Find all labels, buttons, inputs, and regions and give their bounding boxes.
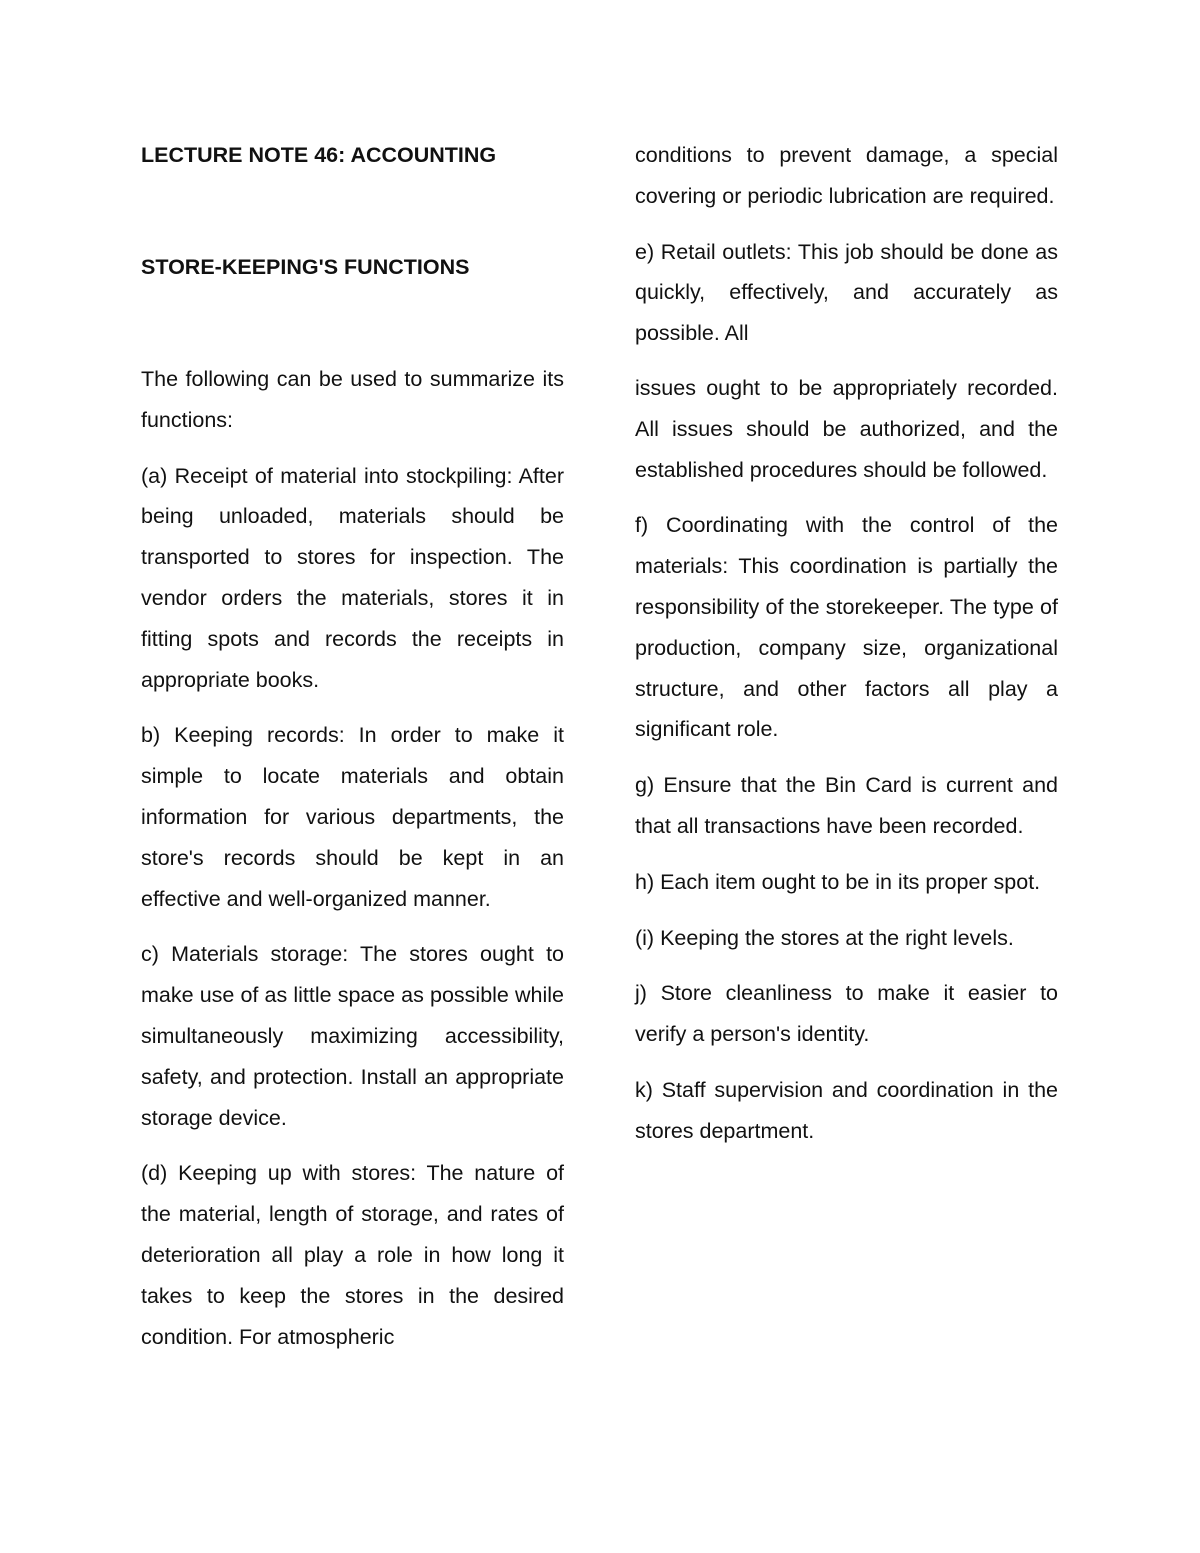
- item-d-paragraph: (d) Keeping up with stores: The nature of the material, length of storage, and rates of deterioration all play a role in how long it takes to keep the stores in the desired condition. For atmospheric: [141, 1161, 564, 1349]
- item-i-paragraph: (i) Keeping the stores at the right levels.: [635, 925, 1014, 950]
- item-b-paragraph: b) Keeping records: In order to make it simple to locate materials and obtain information for various departments, the store's records should be kept in an effective and well-organized manner.: [141, 723, 564, 911]
- item-h-paragraph: h) Each item ought to be in its proper spot.: [635, 869, 1041, 894]
- item-a-paragraph: (a) Receipt of material into stockpiling: After being unloaded, materials should be transported to stores for inspection. The vendor orders the materials, stores it in fitting spots and records the receipts in appropriate books.: [141, 463, 564, 692]
- right-column: [635, 135, 1058, 1152]
- item-d-continued-paragraph: conditions to prevent damage, a special covering or periodic lubrication are required.: [635, 143, 1058, 208]
- item-j-paragraph: j) Store cleanliness to make it easier to verify a person's identity.: [635, 981, 1058, 1047]
- item-e-continued-paragraph: issues ought to be appropriately recorded. All issues should be authorized, and the established procedures should be followed.: [635, 375, 1058, 482]
- item-f-paragraph: f) Coordinating with the control of the materials: This coordination is partially the responsibility of the storekeeper. The type of production, company size, organizational structure, and other factors all play a significant role.: [635, 513, 1058, 742]
- item-g-paragraph: g) Ensure that the Bin Card is current and that all transactions have been recorded.: [635, 773, 1058, 838]
- document-title: LECTURE NOTE 46: ACCOUNTING: [141, 143, 497, 167]
- left-column: [141, 135, 564, 1357]
- intro-paragraph: The following can be used to summarize its functions:: [141, 367, 564, 432]
- item-c-paragraph: c) Materials storage: The stores ought to make use of as little space as possible while simultaneously maximizing accessibility, safety, and protection. Install an appropriate storage device.: [141, 942, 564, 1130]
- item-k-paragraph: k) Staff supervision and coordination in the stores department.: [635, 1077, 1058, 1143]
- section-heading: STORE-KEEPING'S FUNCTIONS: [141, 255, 470, 279]
- item-e-paragraph: e) Retail outlets: This job should be done as quickly, effectively, and accurately as possible. All: [635, 239, 1058, 346]
